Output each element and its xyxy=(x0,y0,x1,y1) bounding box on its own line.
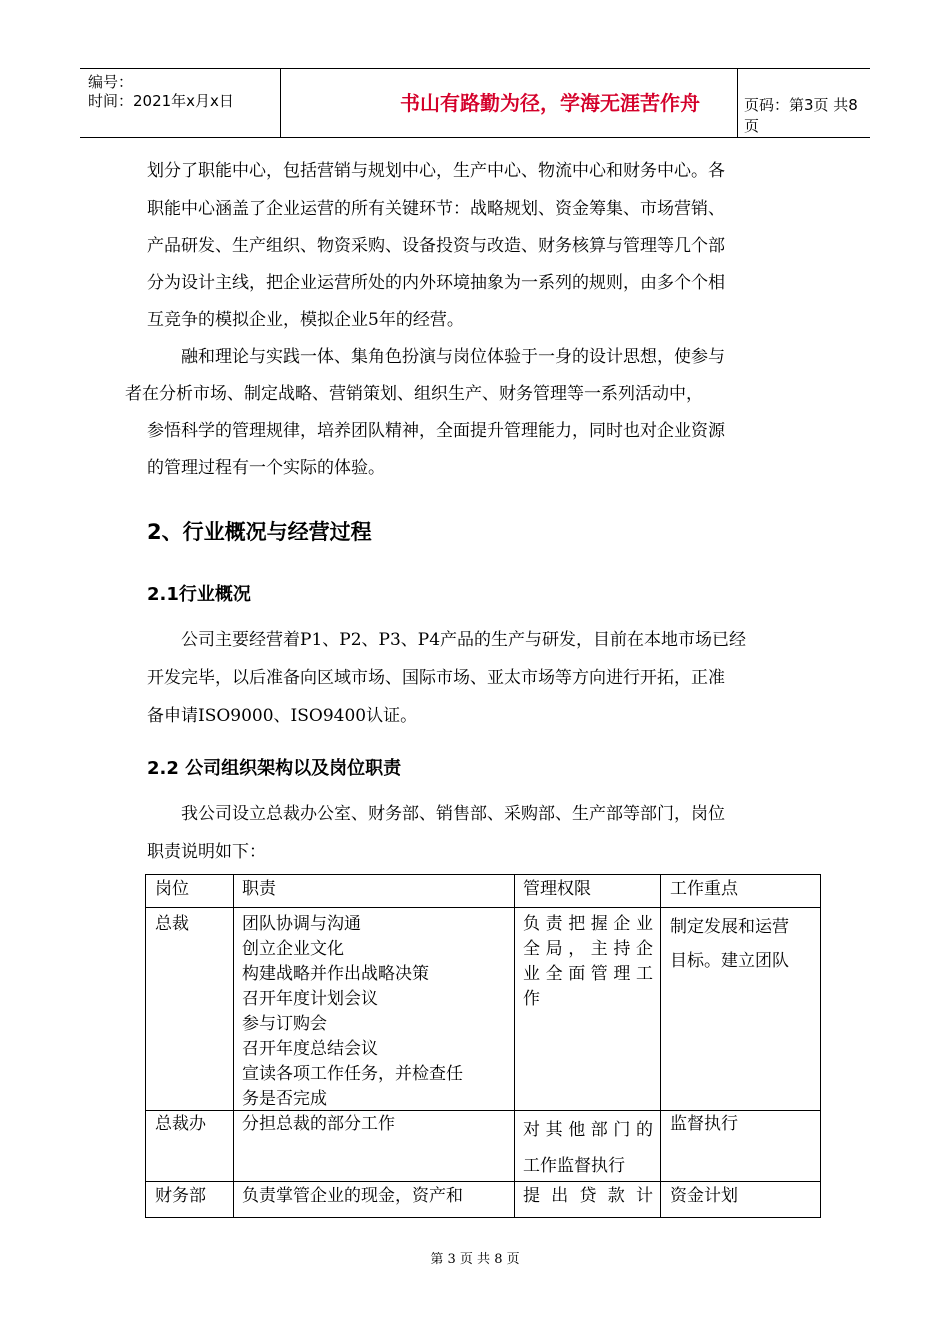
doc-date-label: 时间：2021年x月x日 xyxy=(88,92,234,110)
table-border xyxy=(820,874,821,1218)
table-cell-focus: 监督执行 xyxy=(670,1114,738,1134)
duty-line: 构建战略并作出战略决策 xyxy=(242,964,429,984)
table-cell-authority xyxy=(523,1112,653,1184)
subsection-heading: 2.1行业概况 xyxy=(147,584,251,605)
paragraph-line: 融和理论与实践一体、集角色扮演与岗位体验于一身的设计思想，使参与 xyxy=(181,347,725,367)
table-border xyxy=(145,874,146,1218)
header-divider xyxy=(280,69,281,137)
paragraph-line: 开发完毕，以后准备向区域市场、国际市场、亚太市场等方向进行开拓，正准 xyxy=(147,668,725,688)
authority-line: 作 xyxy=(523,989,540,1009)
paragraph-line: 的管理过程有一个实际的体验。 xyxy=(147,458,385,478)
table-header: 职责 xyxy=(242,879,276,899)
paragraph-line: 职责说明如下： xyxy=(147,842,266,862)
table-cell-authority xyxy=(523,912,653,1012)
table-border xyxy=(514,874,515,1218)
authority-line: 对其他部门的 xyxy=(523,1120,653,1140)
table-cell-duties xyxy=(242,912,507,1112)
header-meta xyxy=(80,69,280,137)
paragraph-line: 分为设计主线，把企业运营所处的内外环境抽象为一系列的规则，由多个个相 xyxy=(147,273,725,293)
section-heading: 2、行业概况与经营过程 xyxy=(147,520,372,544)
table-cell-duties: 负责掌管企业的现金，资产和 xyxy=(242,1186,463,1206)
doc-number-label: 编号： xyxy=(88,73,134,91)
duty-line: 参与订购会 xyxy=(242,1014,327,1034)
table-border xyxy=(145,874,821,875)
duty-line: 宣读各项工作任务，并检查任 xyxy=(242,1064,463,1084)
paragraph-line: 者在分析市场、制定战略、营销策划、组织生产、财务管理等一系列活动中， xyxy=(125,384,703,404)
table-cell-post: 财务部 xyxy=(155,1186,206,1206)
page-footer: 第 3 页 共 8 页 xyxy=(430,1252,520,1267)
subsection-heading: 2.2 公司组织架构以及岗位职责 xyxy=(147,758,402,779)
duty-line: 召开年度总结会议 xyxy=(242,1039,378,1059)
table-border xyxy=(145,907,821,908)
table-header: 管理权限 xyxy=(523,879,591,899)
responsibility-table xyxy=(145,874,821,1218)
paragraph-line: 我公司设立总裁办公室、财务部、销售部、采购部、生产部等部门，岗位 xyxy=(181,804,725,824)
duty-line: 务是否完成 xyxy=(242,1089,327,1109)
page-header xyxy=(80,68,870,138)
table-border xyxy=(660,874,661,1218)
table-header: 岗位 xyxy=(155,879,189,899)
table-cell-focus: 资金计划 xyxy=(670,1186,738,1206)
authority-line: 业全面管理工 xyxy=(523,964,653,984)
authority-line: 负责把握企业 xyxy=(523,914,653,934)
table-cell-focus xyxy=(670,910,816,978)
table-cell-duties: 分担总裁的部分工作 xyxy=(242,1114,395,1134)
paragraph-line: 划分了职能中心，包括营销与规划中心，生产中心、物流中心和财务中心。各 xyxy=(147,161,725,181)
duty-line: 创立企业文化 xyxy=(242,939,344,959)
table-header: 工作重点 xyxy=(670,879,738,899)
duty-line: 召开年度计划会议 xyxy=(242,989,378,1009)
paragraph-line: 公司主要经营着P1、P2、P3、P4产品的生产与研发，目前在本地市场已经 xyxy=(181,630,747,650)
table-border xyxy=(145,1181,821,1182)
table-cell-post: 总裁办 xyxy=(155,1114,206,1134)
header-page-number: 页码：第3页 共8页 xyxy=(744,96,858,135)
authority-line: 工作监督执行 xyxy=(523,1156,625,1176)
header-motto: 书山有路勤为径，学海无涯苦作舟 xyxy=(400,91,700,115)
focus-line: 制定发展和运营 xyxy=(670,917,789,937)
paragraph-line: 备申请ISO9000、ISO9400认证。 xyxy=(147,706,418,726)
duty-line: 团队协调与沟通 xyxy=(242,914,361,934)
paragraph-line: 职能中心涵盖了企业运营的所有关键环节：战略规划、资金筹集、市场营销、 xyxy=(147,199,725,219)
focus-line: 目标。建立团队 xyxy=(670,951,789,971)
header-divider xyxy=(737,69,738,137)
paragraph-line: 互竞争的模拟企业，模拟企业5年的经营。 xyxy=(147,310,464,330)
authority-line: 全局，主持企 xyxy=(523,939,653,959)
paragraph-line: 产品研发、生产组织、物资采购、设备投资与改造、财务核算与管理等几个部 xyxy=(147,236,725,256)
table-cell-authority: 提出贷款计 xyxy=(523,1186,653,1206)
table-border xyxy=(145,1217,821,1218)
table-border xyxy=(233,874,234,1218)
table-cell-post: 总裁 xyxy=(155,914,189,934)
paragraph-line: 参悟科学的管理规律，培养团队精神，全面提升管理能力，同时也对企业资源 xyxy=(147,421,725,441)
